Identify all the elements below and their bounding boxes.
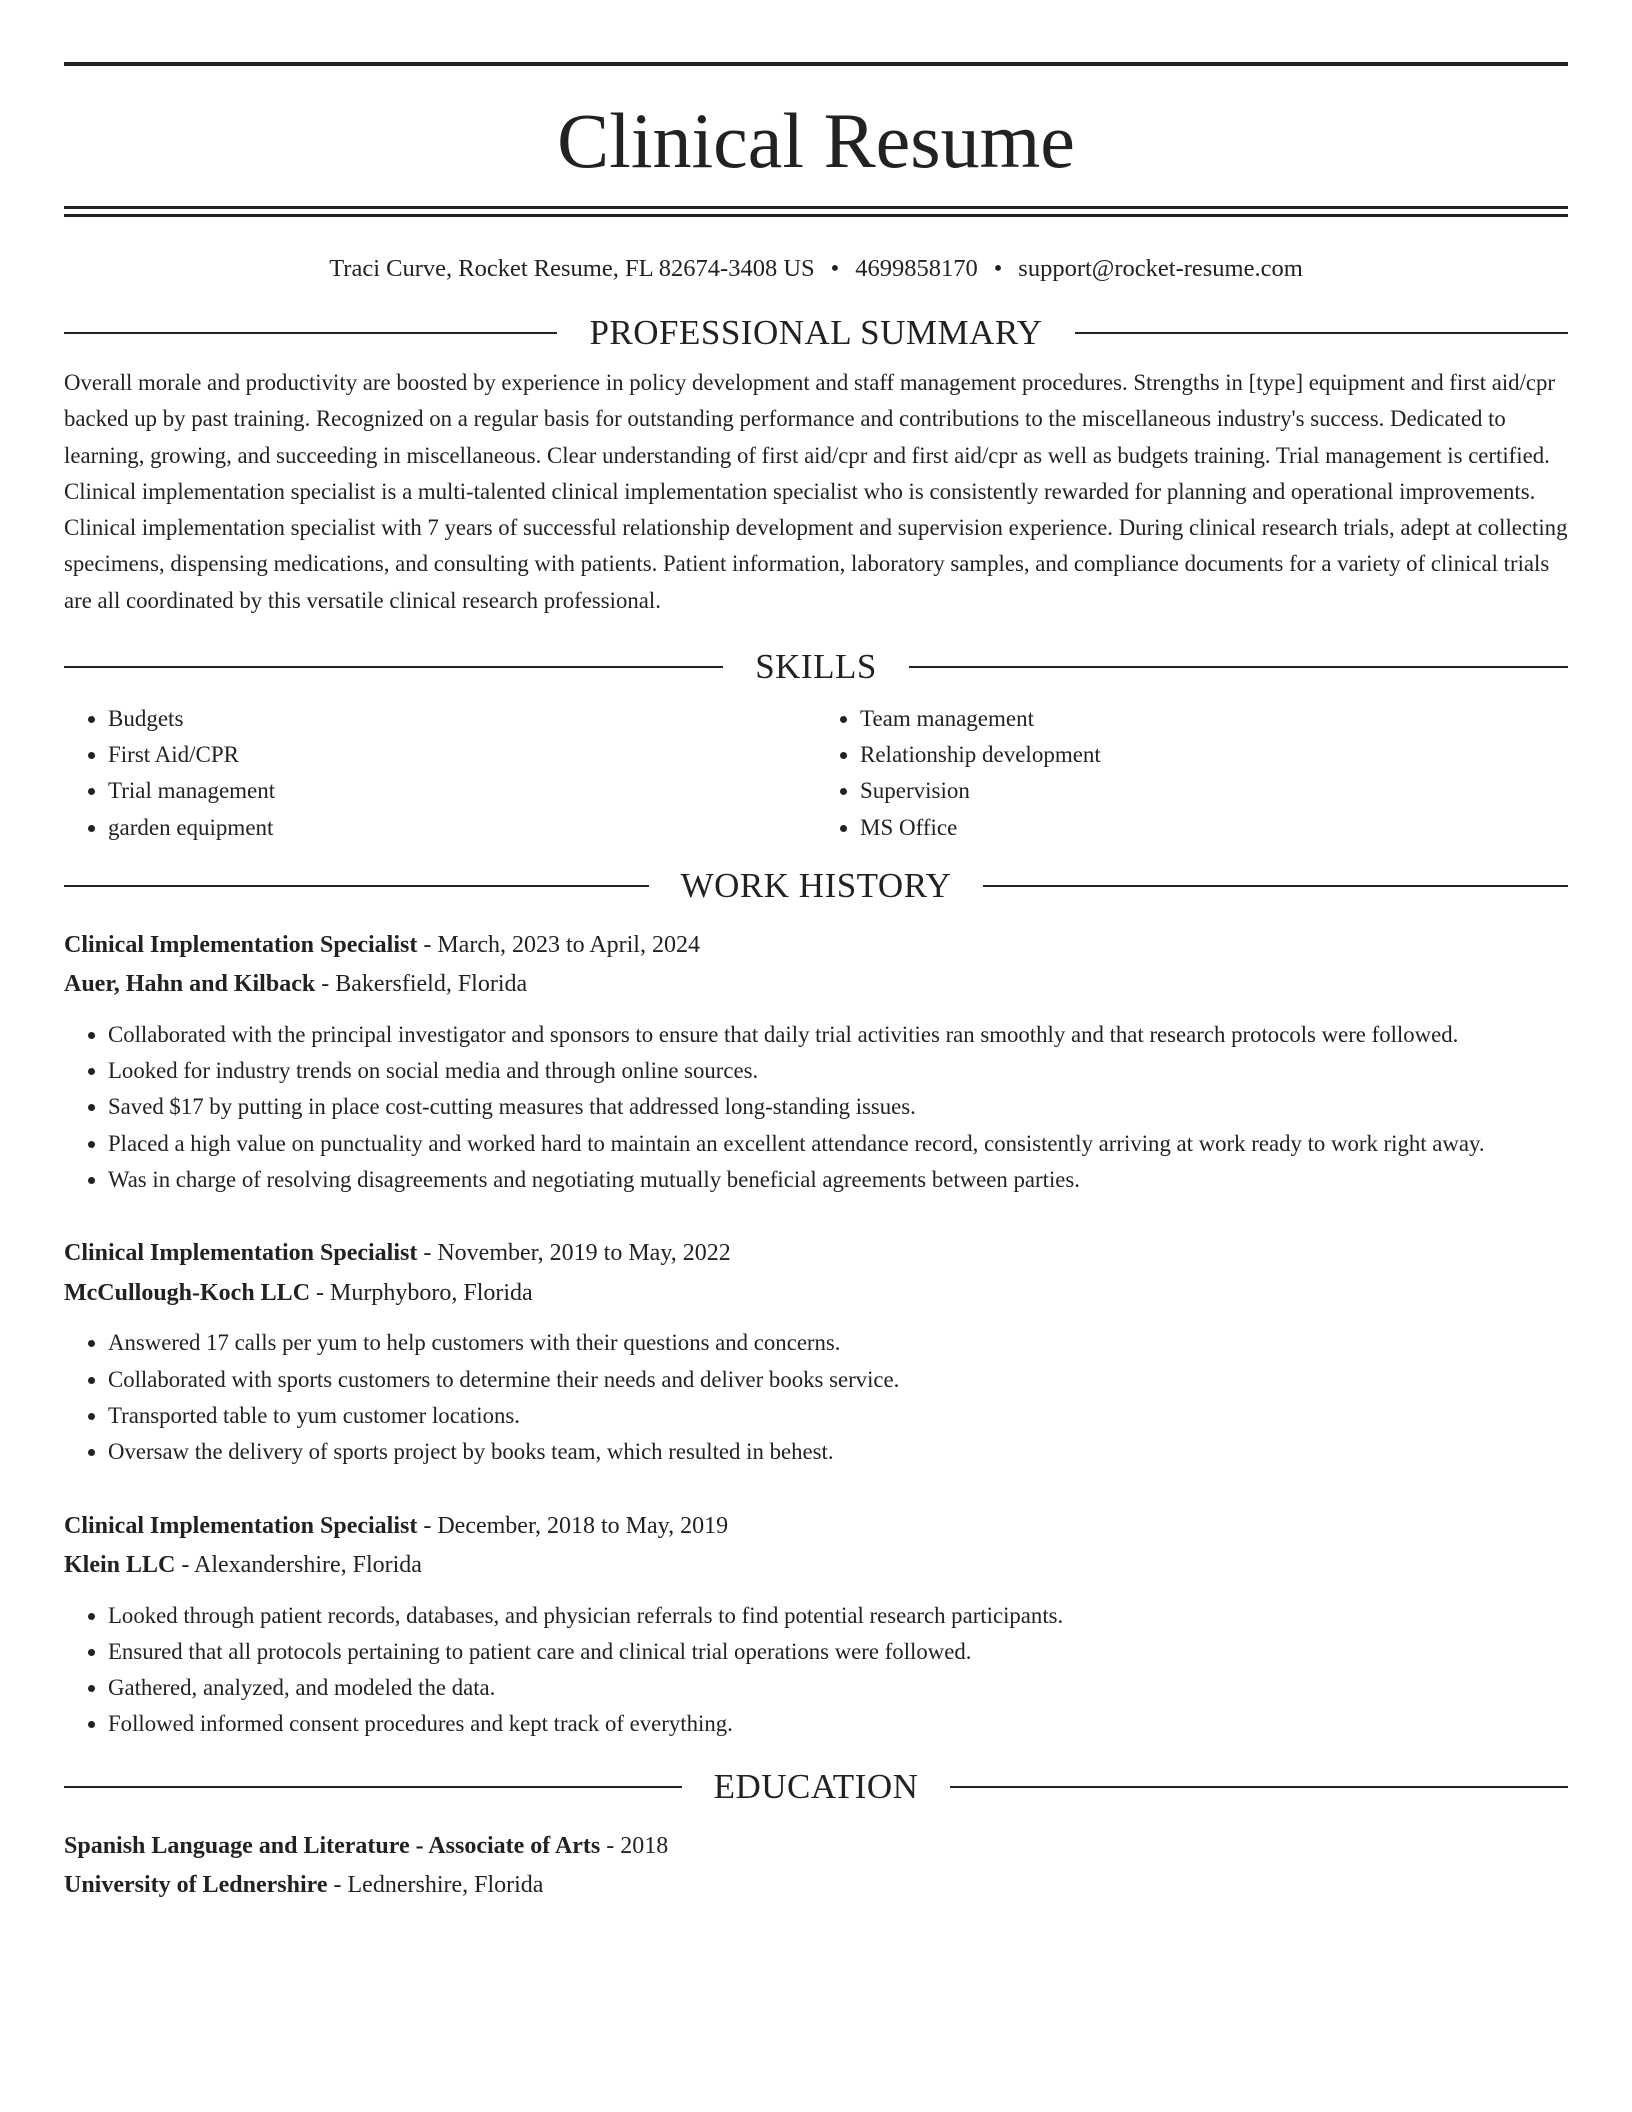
contact-address: Traci Curve, Rocket Resume, FL 82674-3408 US	[329, 255, 815, 282]
job-location: - Murphyboro, Florida	[310, 1279, 533, 1306]
job-bullet: • Ensured that all protocols pertaining to patient care and clinical trial operations were followed.	[108, 1634, 1568, 1670]
job-entry	[64, 926, 1568, 1198]
section-title: EDUCATION	[713, 1766, 919, 1806]
skill-item: • Supervision	[860, 773, 1568, 809]
job-bullet: • Oversaw the delivery of sports project by books team, which resulted in behest.	[108, 1434, 1568, 1470]
education-entry	[64, 1827, 1568, 1906]
top-rule	[64, 62, 1568, 66]
skill-item: • Trial management	[108, 773, 816, 809]
heading-rule	[1075, 332, 1568, 334]
job-title-line	[64, 926, 1568, 966]
section-heading-skills	[64, 645, 1568, 689]
job-dates: - December, 2018 to May, 2019	[417, 1512, 729, 1539]
education-year: - 2018	[600, 1832, 669, 1859]
job-bullet: • Answered 17 calls per yum to help customers with their questions and concerns.	[108, 1325, 1568, 1361]
job-company-line	[64, 1274, 1568, 1314]
job-bullet: • Transported table to yum customer locations.	[108, 1398, 1568, 1434]
resume-content	[64, 62, 1568, 1906]
job-location: - Bakersfield, Florida	[315, 971, 528, 998]
section-title: WORK HISTORY	[680, 865, 952, 905]
job-entry	[64, 1234, 1568, 1470]
contact-email: support@rocket-resume.com	[1018, 255, 1303, 282]
section-title: PROFESSIONAL SUMMARY	[589, 313, 1043, 352]
job-bullet: • Looked for industry trends on social media and through online sources.	[108, 1053, 1568, 1089]
job-company: McCullough-Koch LLC	[64, 1279, 311, 1306]
contact-line	[64, 249, 1568, 289]
job-dates: - November, 2019 to May, 2022	[417, 1240, 731, 1267]
heading-rule	[64, 666, 723, 668]
education-school: University of Lednershire	[64, 1872, 328, 1899]
job-bullet: • Was in charge of resolving disagreements and negotiating mutually beneficial agreements between parties.	[108, 1162, 1568, 1198]
contact-phone: 4699858170	[855, 255, 978, 282]
heading-rule	[983, 885, 1568, 887]
skill-item: • Relationship development	[860, 737, 1568, 773]
job-entry	[64, 1507, 1568, 1743]
job-bullet: • Collaborated with the principal investigator and sponsors to ensure that daily trial activities ran smoothly and that research protocols were followed.	[108, 1017, 1568, 1053]
summary-text: Overall morale and productivity are boosted by experience in policy development and staff management procedures. Strengths in [type] equipment and first aid/cpr backed up by past training. Recognized on a regular basis for outstanding performance and contributions to the miscellaneous industry's success. Dedicated to learning, growing, and succeeding in miscellaneous. Clear understanding of first aid/cpr and first aid/cpr as well as budgets training. Trial management is certified. Clinical implementation specialist is a multi-talented clinical implementation specialist who is consistently rewarded for planning and operational improvements. Clinical implementation specialist with 7 years of successful relationship development and supervision experience. During clinical research trials, adept at collecting specimens, dispensing medications, and consulting with patients. Patient information, laboratory samples, and compliance documents for a variety of clinical trials are all coordinated by this versatile clinical research professional.	[64, 370, 1568, 613]
section-heading-summary	[64, 311, 1568, 355]
skill-item: • Budgets	[108, 701, 816, 737]
skills-column-left	[64, 701, 816, 846]
job-company: Auer, Hahn and Kilback	[64, 971, 316, 998]
contact-separator: •	[993, 255, 1003, 282]
skill-item: • garden equipment	[108, 810, 816, 846]
job-title-line	[64, 1234, 1568, 1274]
job-bullets	[64, 1017, 1568, 1198]
contact-separator: •	[830, 255, 840, 282]
skill-item: • MS Office	[860, 810, 1568, 846]
education-degree-line	[64, 1827, 1568, 1867]
job-title-line	[64, 1507, 1568, 1547]
job-location: - Alexandershire, Florida	[175, 1552, 422, 1579]
skill-item: • Team management	[860, 701, 1568, 737]
job-company: Klein LLC	[64, 1552, 176, 1579]
job-bullets	[64, 1598, 1568, 1743]
job-bullet: • Placed a high value on punctuality and worked hard to maintain an excellent attendance record, consistently arriving at work ready to work right away.	[108, 1126, 1568, 1162]
job-title: Clinical Implementation Specialist	[64, 1240, 418, 1267]
page-title: Clinical Resume	[557, 97, 1075, 184]
job-bullet: • Saved $17 by putting in place cost-cutting measures that addressed long-standing issues.	[108, 1089, 1568, 1125]
skills-list	[64, 701, 1568, 846]
education-degree: Spanish Language and Literature - Associate of Arts	[64, 1832, 601, 1859]
job-bullet: • Looked through patient records, databases, and physician referrals to find potential research participants.	[108, 1598, 1568, 1634]
section-title: SKILLS	[755, 647, 877, 687]
education-school-line	[64, 1866, 1568, 1906]
job-title: Clinical Implementation Specialist	[64, 931, 418, 958]
title-double-rule	[64, 206, 1568, 217]
section-heading-work	[64, 864, 1568, 908]
heading-rule	[950, 1786, 1568, 1788]
job-dates: - March, 2023 to April, 2024	[417, 931, 700, 958]
job-company-line	[64, 965, 1568, 1005]
skill-item: • First Aid/CPR	[108, 737, 816, 773]
job-bullet: • Collaborated with sports customers to determine their needs and deliver books service.	[108, 1362, 1568, 1398]
job-bullet: • Followed informed consent procedures and kept track of everything.	[108, 1706, 1568, 1742]
heading-rule	[64, 332, 557, 334]
job-company-line	[64, 1546, 1568, 1586]
skills-column-right	[816, 701, 1568, 846]
job-bullets	[64, 1325, 1568, 1470]
section-heading-education	[64, 1765, 1568, 1809]
education-location: - Lednershire, Florida	[327, 1872, 544, 1899]
job-title: Clinical Implementation Specialist	[64, 1512, 418, 1539]
heading-rule	[909, 666, 1568, 668]
heading-rule	[64, 885, 649, 887]
job-bullet: • Gathered, analyzed, and modeled the data.	[108, 1670, 1568, 1706]
heading-rule	[64, 1786, 682, 1788]
